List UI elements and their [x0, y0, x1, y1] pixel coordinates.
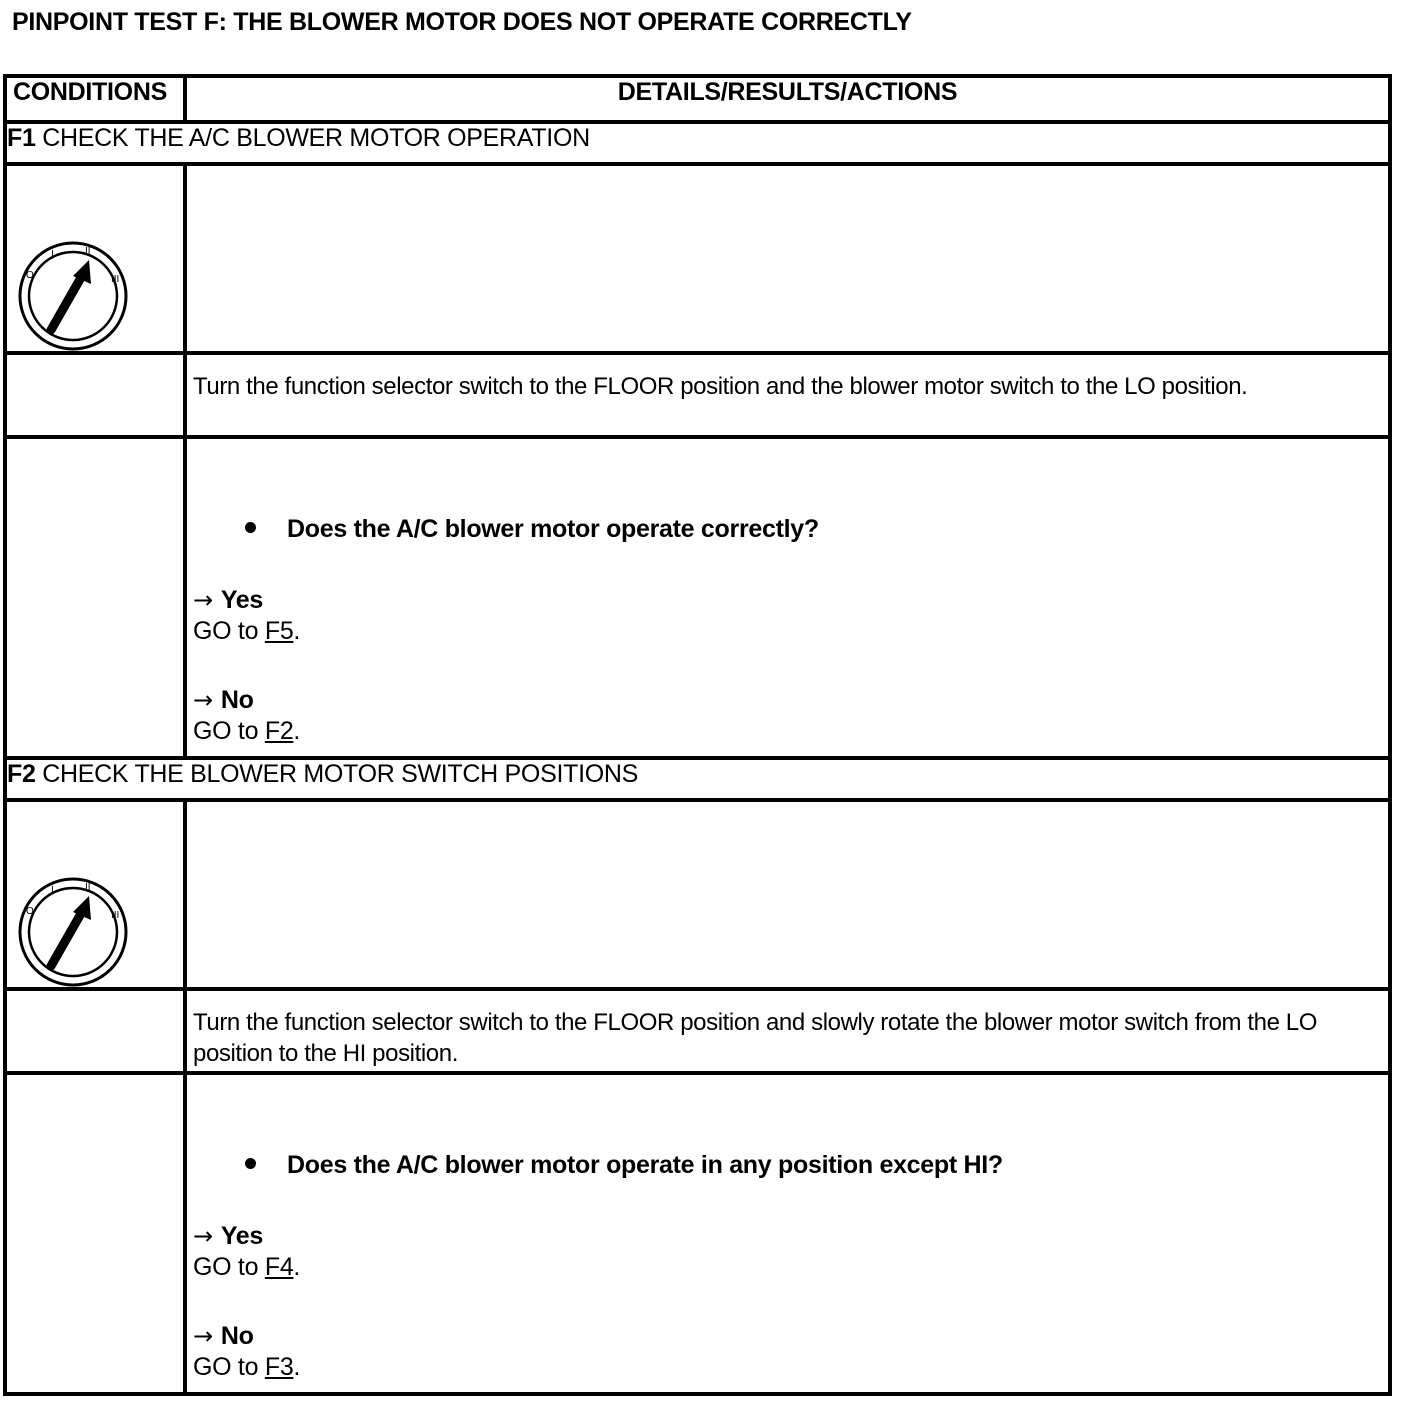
- goto-link-f3[interactable]: F3: [264, 1353, 294, 1381]
- question-row-f2: [5, 1073, 1390, 1394]
- step-title-f2: [5, 758, 1390, 800]
- step-title-row-f1: [5, 122, 1390, 164]
- knob-label-left: O: [26, 906, 34, 917]
- instruction-text-f2: Turn the function selector switch to the FLOOR position and slowly rotate the blower motor switch from the LO position to the HI position.: [193, 1009, 1318, 1067]
- period: .: [293, 617, 301, 645]
- knob-label-right: III: [111, 274, 120, 285]
- conditions-header: CONDITIONS: [5, 76, 185, 122]
- knob-label-top-left: I: [51, 885, 54, 896]
- goto-link-f5[interactable]: F5: [264, 617, 294, 645]
- knob-label-right: III: [111, 910, 120, 921]
- ignition-switch-icon: [17, 876, 129, 988]
- question-cell-f1: [185, 437, 1390, 758]
- page-title: PINPOINT TEST F: THE BLOWER MOTOR DOES NOT OPERATE CORRECTLY: [12, 8, 912, 36]
- yes-label-f1: Yes: [220, 586, 264, 614]
- condition-empty-cell-f2: [5, 989, 185, 1073]
- table-header-row: [5, 76, 1390, 122]
- yes-label-f2: Yes: [220, 1222, 264, 1250]
- arrow-right-icon: →: [193, 686, 213, 714]
- question-cell-f2: [185, 1073, 1390, 1394]
- no-prefix-f2: GO to: [193, 1353, 259, 1381]
- bullet-icon: [245, 1158, 256, 1169]
- knob-label-top-right: II: [85, 246, 91, 257]
- no-answer-f2: [193, 1321, 1388, 1383]
- arrow-right-icon: →: [193, 1222, 213, 1250]
- goto-link-f4[interactable]: F4: [264, 1253, 294, 1281]
- step-title-text-f2: CHECK THE BLOWER MOTOR SWITCH POSITIONS: [42, 760, 638, 788]
- detail-image-cell-f1: [185, 164, 1390, 353]
- yes-prefix-f2: GO to: [193, 1253, 259, 1281]
- question-text-f1: Does the A/C blower motor operate correctly?: [287, 515, 819, 543]
- step-id-f2: F2: [7, 760, 36, 788]
- question-text-f2: Does the A/C blower motor operate in any position except HI?: [287, 1151, 1003, 1179]
- instruction-cell-f1: [185, 353, 1390, 437]
- icon-row-f2: [5, 800, 1390, 989]
- arrow-right-icon: →: [193, 586, 213, 614]
- no-prefix-f1: GO to: [193, 717, 259, 745]
- condition-empty-cell-f2-q: [5, 1073, 185, 1394]
- condition-cell-f1: [5, 164, 185, 353]
- no-answer-f1: [193, 685, 1388, 747]
- knob-label-top-left: I: [51, 249, 54, 260]
- knob-label-left: O: [26, 270, 34, 281]
- step-title-f1: [5, 122, 1390, 164]
- instruction-row-f2: [5, 989, 1390, 1073]
- period: .: [293, 717, 301, 745]
- period: .: [293, 1253, 301, 1281]
- no-label-f1: No: [220, 686, 254, 714]
- knob-label-top-right: II: [85, 882, 91, 893]
- question-row-f1: [5, 437, 1390, 758]
- period: .: [293, 1353, 301, 1381]
- condition-cell-f2: [5, 800, 185, 989]
- no-label-f2: No: [220, 1322, 254, 1350]
- yes-prefix-f1: GO to: [193, 617, 259, 645]
- instruction-cell-f2: [185, 989, 1390, 1073]
- details-header: DETAILS/RESULTS/ACTIONS: [185, 76, 1390, 122]
- step-title-text-f1: CHECK THE A/C BLOWER MOTOR OPERATION: [42, 124, 590, 152]
- condition-empty-cell-f1-q: [5, 437, 185, 758]
- yes-answer-f1: [193, 585, 1388, 647]
- pinpoint-table: [3, 74, 1392, 1396]
- instruction-row-f1: [5, 353, 1390, 437]
- instruction-text-f1: Turn the function selector switch to the FLOOR position and the blower motor switch to the LO position.: [193, 373, 1248, 400]
- condition-empty-cell-f1: [5, 353, 185, 437]
- ignition-switch-icon: [17, 240, 129, 352]
- goto-link-f2[interactable]: F2: [264, 717, 294, 745]
- yes-answer-f2: [193, 1221, 1388, 1283]
- bullet-icon: [245, 522, 256, 533]
- question-f2: [193, 1149, 1388, 1181]
- question-f1: [193, 513, 1388, 545]
- step-title-row-f2: [5, 758, 1390, 800]
- arrow-right-icon: →: [193, 1322, 213, 1350]
- step-id-f1: F1: [7, 124, 36, 152]
- detail-image-cell-f2: [185, 800, 1390, 989]
- icon-row-f1: [5, 164, 1390, 353]
